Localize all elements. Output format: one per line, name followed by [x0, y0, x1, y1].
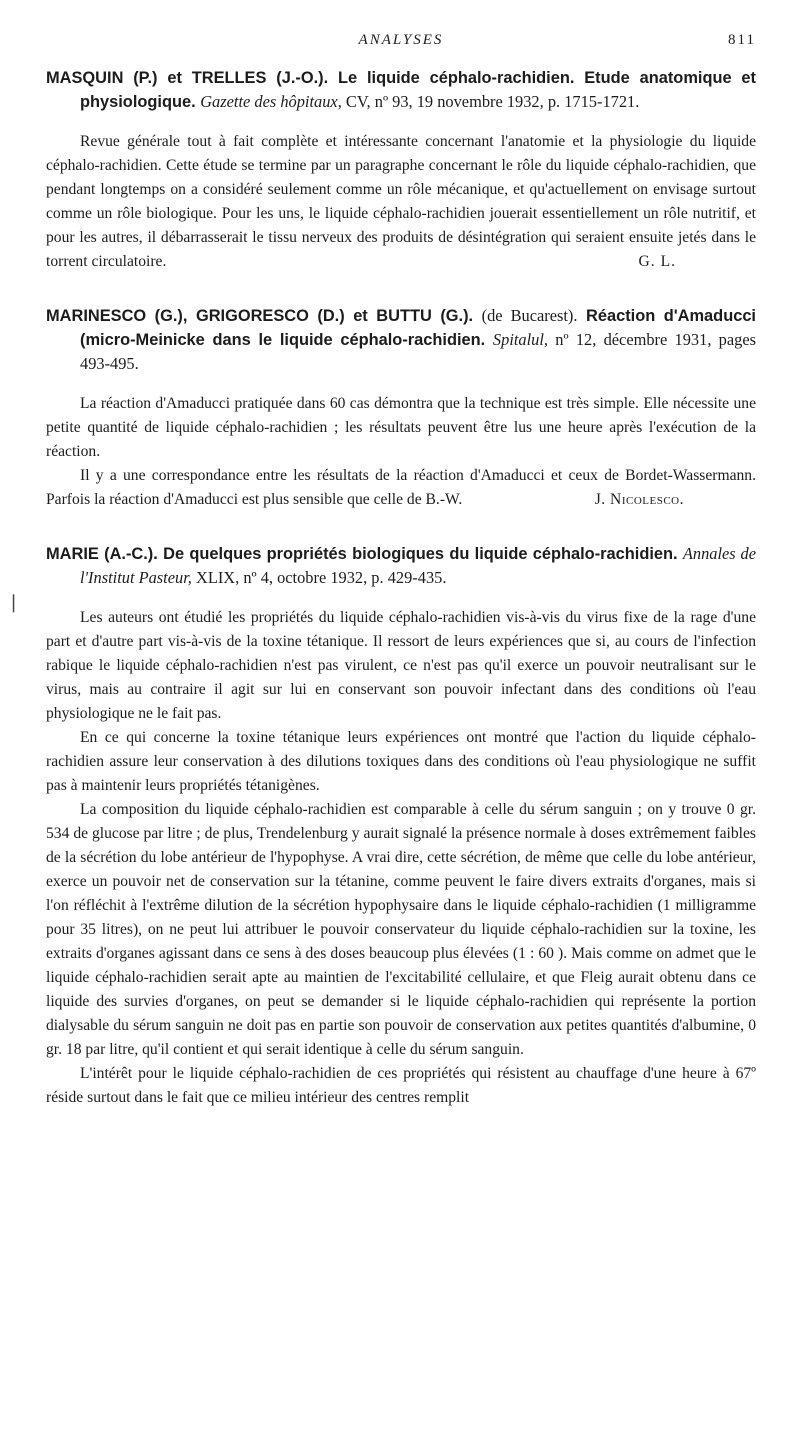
margin-mark: ❘	[6, 592, 22, 612]
entry-signature: G. L.	[638, 253, 676, 270]
entry-heading	[46, 542, 756, 590]
entry-title: Réaction d'Amaducci (micro-Meinicke dans le liquide céphalo-rachidien.	[80, 307, 756, 349]
entry-paragraph: En ce qui concerne la toxine tétanique leurs expériences ont montré que l'action du liquide céphalo-rachidien assure leur conservation à des dilutions toxiques dans des conditions où l'eau physiologique ne suffit pas à maintenir leurs propriétés tétanigènes.	[46, 729, 756, 794]
entry-body	[46, 606, 756, 1110]
entry-paragraph: Les auteurs ont étudié les propriétés du liquide céphalo-rachidien vis-à-vis du virus fixe de la rage d'une part et d'autre part vis-à-vis de la toxine tétanique. Il ressort de leurs expériences que si, au cours de l'infection rabique le liquide céphalo-rachidien n'est pas virulent, ce n'est pas qu'il exerce un pouvoir neutralisant sur le virus, mais au contraire il agit sur lui en conservant son pouvoir infectant dans des conditions où l'eau physiologique ne le fait pas.	[46, 609, 756, 722]
paragraph-text: Revue générale tout à fait complète et intéressante concernant l'anatomie et la physiologie du liquide céphalo-rachidien. Cette étude se termine par un paragraphe concernant le rôle du liquide céphalo-rachidien, que pendant longtemps on a considéré seulement comme un rôle mécanique, et qu'actuellement on envisage surtout comme un rôle biologique. Pour les uns, le liquide céphalo-rachidien jouerait essentiellement un rôle nutritif, et pour les autres, il débarrasserait le tissu nerveux des produits de désintégration qui seraient ensuite jetés dans le torrent circulatoire.	[46, 133, 756, 270]
entry-paragraph: La réaction d'Amaducci pratiquée dans 60 cas démontra que la technique est très simple. Elle nécessite une petite quantité de liquide céphalo-rachidien ; les résultats peuvent être lus une heure après l'exécution de la réaction.	[46, 395, 756, 460]
entry-journal: Spitalul,	[492, 330, 549, 349]
page-number: 811	[728, 32, 756, 48]
entry-body	[46, 392, 756, 512]
entry-paragraph: L'intérêt pour le liquide céphalo-rachidien de ces propriétés qui résistent au chauffage d'une heure à 67º réside surtout dans le fait que ce milieu intérieur des centres remplit	[46, 1065, 756, 1106]
entry-citation: XLIX, nº 4, octobre 1932, p. 429-435.	[195, 568, 447, 587]
entry-journal: Gazette des hôpitaux,	[200, 92, 342, 111]
entry-paragraph: La composition du liquide céphalo-rachidien est comparable à celle du sérum sanguin ; on y trouve 0 gr. 534 de glucose par litre ; de plus, Trendelenburg y aurait signalé la présence normale à doses extrêmement faibles de la sécrétion du lobe antérieur de l'hypophyse. A vrai dire, cette sécrétion, de même que celle du lobe antérieur, exerce un pouvoir net de conservation sur la tétanine, comme peuvent le faire divers extraits d'organes, mais si l'on réfléchit à l'extrême dilution de la sécrétion hypophysaire dans le liquide céphalo-rachidien (1 milligramme pour 35 litres), on ne peut lui attribuer le pouvoir conservateur du liquide céphalo-rachidien sur la toxine, les extraits d'organes agissant dans ce sens à des doses beaucoup plus élevées (1 : 60 ). Mais comme on admet que le liquide céphalo-rachidien serait apte au maintien de l'excitabilité cellulaire, et que Fleig aurait obtenu dans ce liquide des survies d'organes, on peut se demander si le liquide céphalo-rachidien qui représente la portion dialysable du sérum sanguin ne doit pas en partie son pouvoir de conservation aux petites quantités d'albumine, 0 gr. 18 par litre, qu'il contient et qui serait identique à celle du sérum sanguin.	[46, 801, 756, 1058]
entry-heading	[46, 66, 756, 114]
entry-location: (de Bucarest).	[481, 306, 578, 325]
entry-heading	[46, 304, 756, 376]
entry-signature: J. Nicolesco.	[594, 491, 684, 508]
entry-authors: MASQUIN (P.) et TRELLES (J.-O.).	[46, 69, 329, 87]
entry-citation: CV, nº 93, 19 novembre 1932, p. 1715-1721.	[345, 92, 640, 111]
entry-paragraph	[46, 130, 756, 274]
review-entry	[46, 304, 756, 512]
entry-title: De quelques propriétés biologiques du liquide céphalo-rachidien.	[163, 545, 678, 563]
review-entry	[46, 66, 756, 274]
running-head	[46, 28, 756, 52]
page	[46, 28, 756, 1110]
entry-title: Le liquide céphalo-rachidien. Etude anatomique et physiologique.	[80, 69, 756, 111]
entry-citation: nº 12, décembre 1931, pages 493-495.	[80, 330, 756, 373]
entry-body	[46, 130, 756, 274]
entry-authors: MARIE (A.-C.).	[46, 545, 158, 563]
paragraph-text: Il y a une correspondance entre les résultats de la réaction d'Amaducci et ceux de Bordet-Wassermann. Parfois la réaction d'Amaducci est plus sensible que celle de B.-W.	[46, 467, 756, 508]
entry-authors: MARINESCO (G.), GRIGORESCO (D.) et BUTTU (G.).	[46, 307, 474, 325]
review-entry	[46, 542, 756, 1110]
running-head-title: ANALYSES	[358, 32, 444, 48]
entry-paragraph	[46, 464, 756, 512]
entry-journal: Annales de l'Institut Pasteur,	[80, 544, 756, 587]
